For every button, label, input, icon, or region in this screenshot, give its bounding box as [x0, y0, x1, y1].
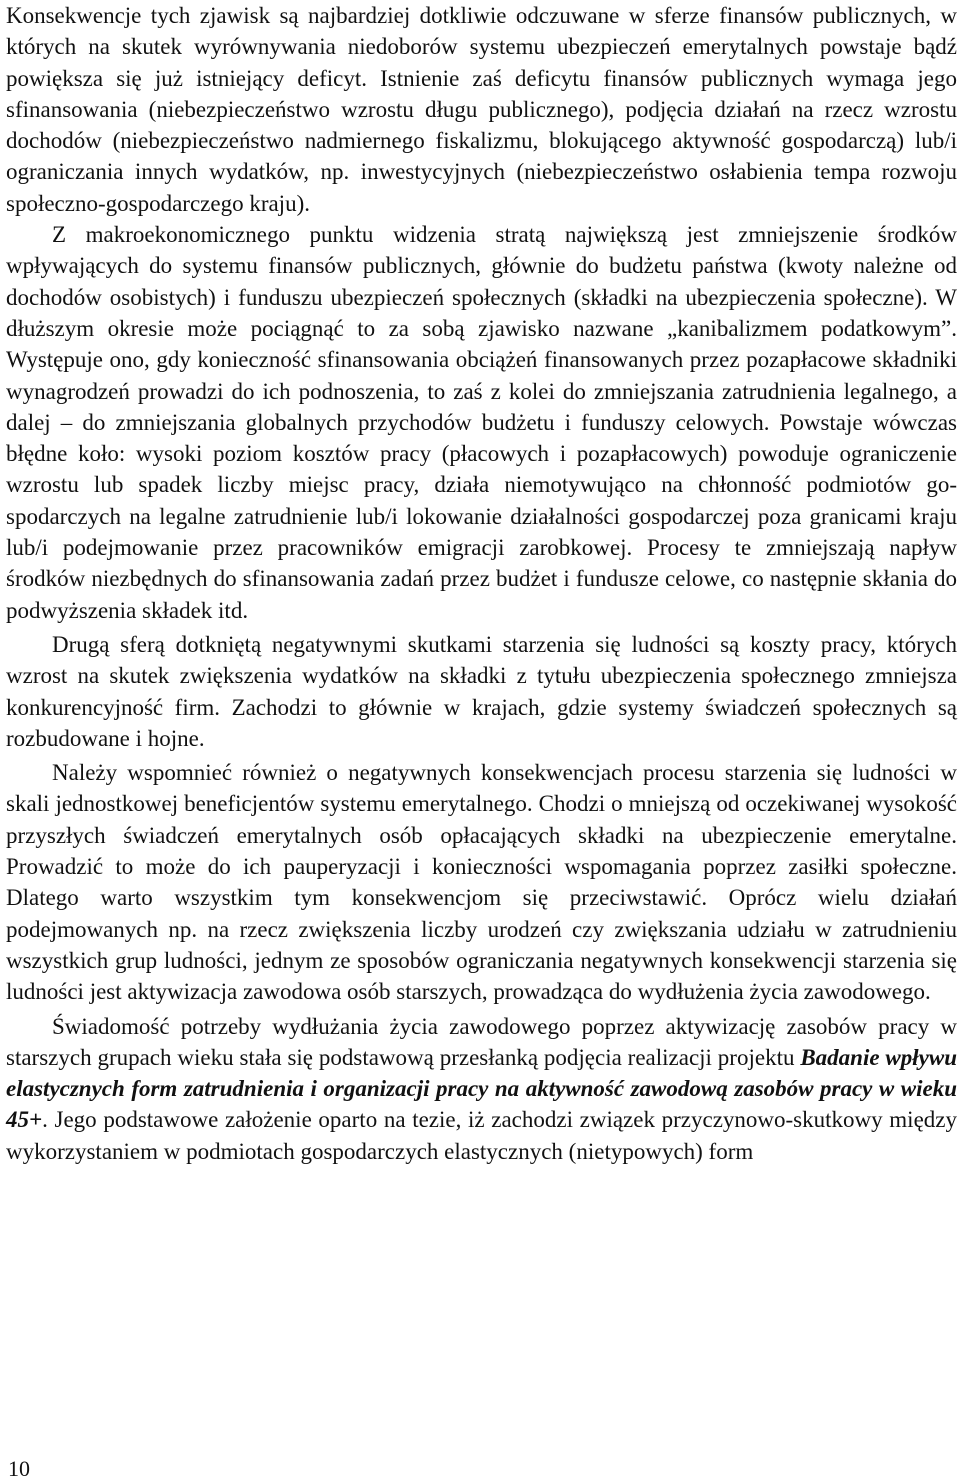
project-title: Badanie wpływu elastycznych form zatrudnienia i organizacji pracy na aktywność zawodową zasobów pracy w wieku 45+: [6, 1044, 957, 1133]
page-number: 10: [8, 1456, 30, 1481]
project-premise-continuation: . Jego podstawowe założenie oparto na tezie, iż zachodzi związek przyczynowo-skutkowy między wykorzystaniem w podmiotach gospodarczych elastycznych (nietypowych) form: [6, 1107, 957, 1164]
paragraph-labour-costs: Drugą sferą dotkniętą negatywnymi skutkami starzenia się ludności są koszty pracy, których wzrost na skutek zwiększenia wydatków na składki z tytułu ubezpieczenia społecznego zmniejsza konkurencyjność firm. Zachodzi to głównie w krajach, gdzie systemy świadczeń społecznych są rozbudowane i hojne.: [6, 631, 957, 751]
paragraph-project-premise: [6, 1011, 957, 1167]
paragraph-individual-consequences: Należy wspomnieć również o negatywnych konsekwencjach procesu starzenia się ludności w skali jednostkowej beneficjentów systemu emerytalnego. Chodzi o mniejszą od oczekiwanej wysokość przyszłych świadczeń emerytalnych osób opłacających składki na ubezpieczenie emerytalne. Prowadzić to może do ich pauperyzacji i konieczności wspomagania poprzez zasiłki społeczne. Dlatego warto wszystkim tym konsekwencjom się przeciwstawić. Oprócz wielu działań podejmowanych np. na rzecz zwiększenia liczby urodzeń czy zwiększania udziału w zatrudnieniu wszystkich grup ludności, jednym ze sposobów ograniczania negatywnych konsekwencji starzenia się ludności jest aktywizacja zawodowa osób starszych, prowadząca do wydłużenia życia zawodowego.: [6, 760, 957, 1005]
paragraph-public-finance-deficit: Konsekwencje tych zjawisk są najbardziej dotkliwie odczuwane w sferze finansów publicznych, w których na skutek wyrównywania niedoborów systemu ubezpieczeń emerytalnych powstaje bądź powiększa się już istniejący deficyt. Istnienie zaś deficytu finansów publicznych wymaga jego sfinansowania (niebezpieczeństwo wzrostu długu publicznego), podjęcia działań na rzecz wzrostu dochodów (niebezpieczeństwo nadmiernego fiskalizmu, blokującego aktywność gospodarczą) lub/i ograniczania innych wydatków, np. inwestycyjnych (niebezpieczeństwo osłabienia tempa rozwoju społeczno-gospodarczego kraju).: [6, 3, 957, 216]
project-premise-intro: Świadomość potrzeby wydłużania życia zawodowego poprzez aktywizację zasobów pracy w starszych grupach wieku stała się podstawową przesłanką podjęcia realizacji projektu: [6, 1013, 957, 1070]
paragraph-macroeconomic-losses: Z makroekonomicznego punktu widzenia stratą największą jest zmniejszenie środków wpływających do systemu finansów publicznych, głównie do budżetu państwa (kwoty należne od dochodów osobistych) i funduszu ubezpieczeń społecznych (składki na ubezpieczenia społeczne). W dłuższym okresie może pociągnąć to za sobą zjawisko nazwane „kanibalizmem podatkowym”. Występuje ono, gdy konieczność sfinansowania obciążeń finansowanych przez pozapłacowe składniki wynagrodzeń prowadzi do ich podnoszenia, to zaś z kolei do zmniejszania zatrudnienia legalnego, a dalej – do zmniejszania globalnych przychodów budżetu i funduszy celowych. Powstaje wówczas błędne koło: wysoki poziom kosztów pracy (płacowych i pozapłacowych) powoduje ograniczenie wzrostu lub spadek liczby miejsc pracy, działa niemotywująco na chłonność podmiotów gospodarczych na legalne zatrudnienie lub/i lokowanie działalności gospodarczej poza granicami kraju lub/i podejmowanie przez pracowników emigracji zarobkowej. Procesy te zmniejszają napływ środków niezbędnych do sfinansowania zadań przez budżet i fundusze celowe, co następnie skłania do podwyższenia składek itd.: [6, 222, 957, 623]
document-page: [6, 0, 957, 1167]
